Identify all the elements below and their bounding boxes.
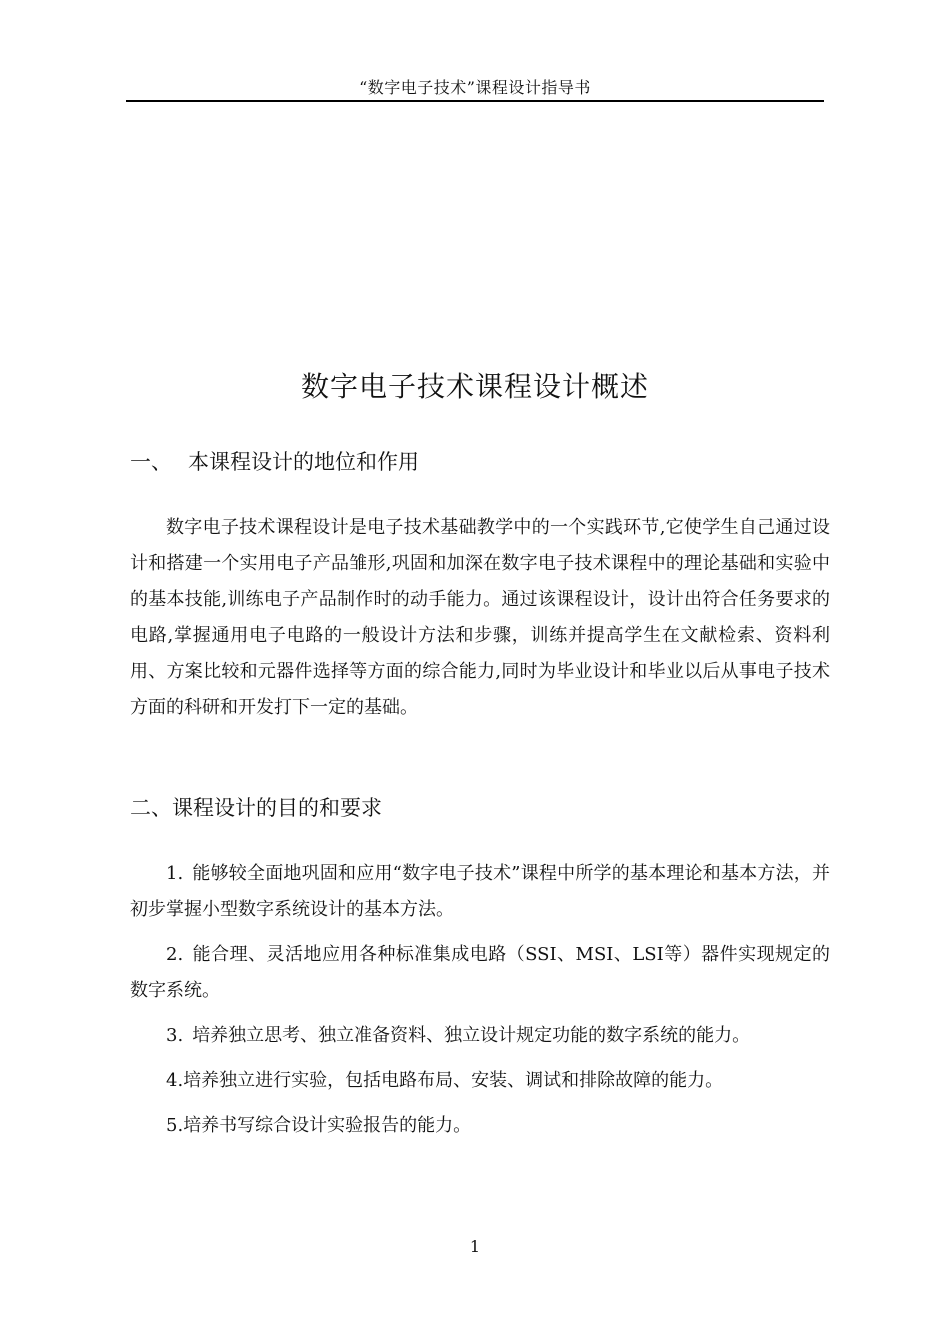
list-item [130,856,830,928]
list-item [130,1018,830,1054]
list-item-number: 1. [166,863,184,884]
list-item-number: 3. [166,1025,184,1046]
list-item-number: 2. [166,944,184,965]
list-item-text: 培养独立进行实验，包括电路布局、安装、调试和排除故障的能力。 [183,1070,724,1091]
list-item-text: 能够较全面地巩固和应用“数字电子技术”课程中所学的基本理论和基本方法，并初步掌握小型数字系统设计的基本方法。 [130,863,830,920]
list-item-number: 5. [166,1115,184,1136]
section-title-1: 本课程设计的地位和作用 [188,450,419,474]
section-number-1: 一、 [130,450,172,474]
section-1-paragraph: 数字电子技术课程设计是电子技术基础教学中的一个实践环节,它使学生自己通过设计和搭建一个实用电子产品雏形,巩固和加深在数字电子技术课程中的理论基础和实验中的基本技能,训练电子产品制作时的动手能力。通过该课程设计，设计出符合任务要求的电路,掌握通用电子电路的一般设计方法和步骤，训练并提高学生在文献检索、资料利用、方案比较和元器件选择等方面的综合能力,同时为毕业设计和毕业以后从事电子技术方面的科研和开发打下一定的基础。 [130,517,830,718]
section-heading-2 [130,793,382,823]
section-heading-1 [130,447,419,477]
list-item-number: 4. [166,1070,184,1091]
page-number: 1 [469,1237,481,1256]
document-title: 数字电子技术课程设计概述 [300,370,649,403]
list-item [130,937,830,1009]
list-item [130,1108,830,1144]
list-item-text: 培养独立思考、独立准备资料、独立设计规定功能的数字系统的能力。 [192,1025,751,1046]
requirements-list [130,856,830,1153]
list-item [130,1063,830,1099]
list-item-text: 能合理、灵活地应用各种标准集成电路（SSI、MSI、LSI等）器件实现规定的数字系统。 [130,944,830,1001]
header-rule [126,100,824,102]
running-header: “数字电子技术”课程设计指导书 [359,78,591,97]
list-item-text: 培养书写综合设计实验报告的能力。 [183,1115,472,1136]
section-number-2: 二、 [130,796,172,820]
section-title-2: 课程设计的目的和要求 [172,796,382,820]
